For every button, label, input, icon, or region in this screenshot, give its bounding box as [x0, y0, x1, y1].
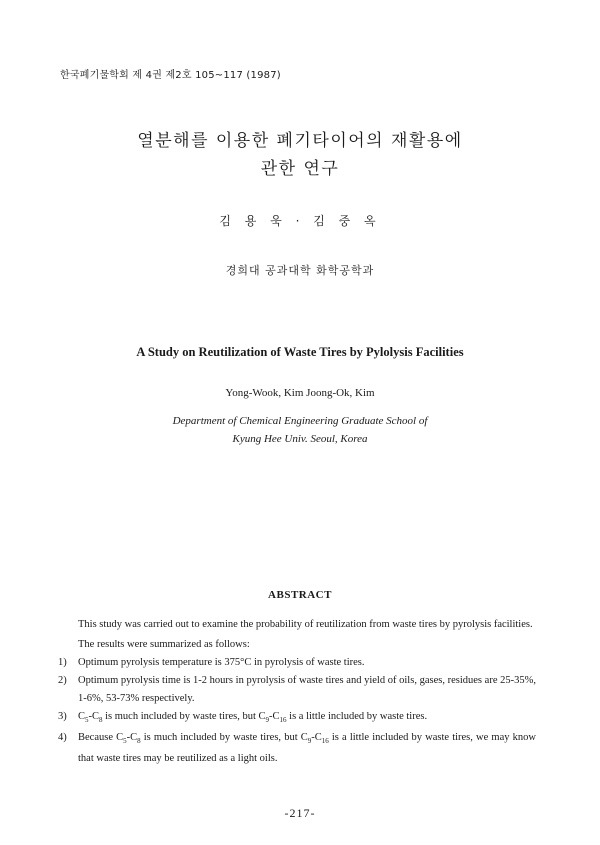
- abstract-heading: ABSTRACT: [268, 589, 332, 601]
- page-number: -217-: [284, 806, 316, 820]
- result-item-1: [58, 654, 536, 672]
- english-affiliation-line2: Kyung Hee Univ. Seoul, Korea: [232, 433, 368, 445]
- abstract-body: [58, 616, 536, 768]
- korean-authors: 김 용 욱 · 김 중 옥: [219, 214, 381, 228]
- result-text: Optimum pyrolysis time is 1-2 hours in pyrolysis of waste tires and yield of oils, gases, residues are 25-35%, 1-6%, 53-73% respectively.: [78, 675, 536, 704]
- english-title: A Study on Reutilization of Waste Tires by Pylolysis Facilities: [136, 345, 464, 359]
- result-item-4: [58, 729, 536, 768]
- english-affiliation-line1: Department of Chemical Engineering Graduate School of: [172, 415, 428, 427]
- result-text: Optimum pyrolysis temperature is 375°C in pyrolysis of waste tires.: [78, 657, 365, 668]
- result-item-3: [58, 708, 536, 729]
- results-list: [58, 654, 536, 768]
- result-number: 4): [58, 732, 67, 744]
- english-authors: Yong-Wook, Kim Joong-Ok, Kim: [225, 387, 375, 399]
- korean-title-line2: 관한 연구: [260, 159, 340, 179]
- abstract-intro: This study was carried out to examine the probability of reutilization from waste tires by pyrolysis facilities.: [78, 619, 533, 630]
- result-number: 3): [58, 711, 67, 722]
- result-number: 2): [58, 675, 67, 686]
- abstract-summary-lead: The results were summarized as follows:: [78, 639, 250, 650]
- journal-reference: 한국폐기물학회 제 4권 제2호 105~117 (1987): [60, 70, 281, 81]
- korean-title-line1: 열분해를 이용한 폐기타이어의 재활용에: [137, 131, 463, 151]
- result-text: Because $C_5-C_8$ is much included by waste tires, but $C_9-C_{16}$ is a little included by waste tires, we may know that waste tires may be reutilized as a light oils.: [78, 732, 536, 765]
- korean-affiliation: 경희대 공과대학 화학공학과: [225, 264, 375, 277]
- result-item-2: [58, 672, 536, 708]
- result-text: $C_5-C_8$ is much included by waste tires, but $C_9-C_{16}$ is a little included by waste tires.: [78, 711, 428, 725]
- result-number: 1): [58, 657, 67, 668]
